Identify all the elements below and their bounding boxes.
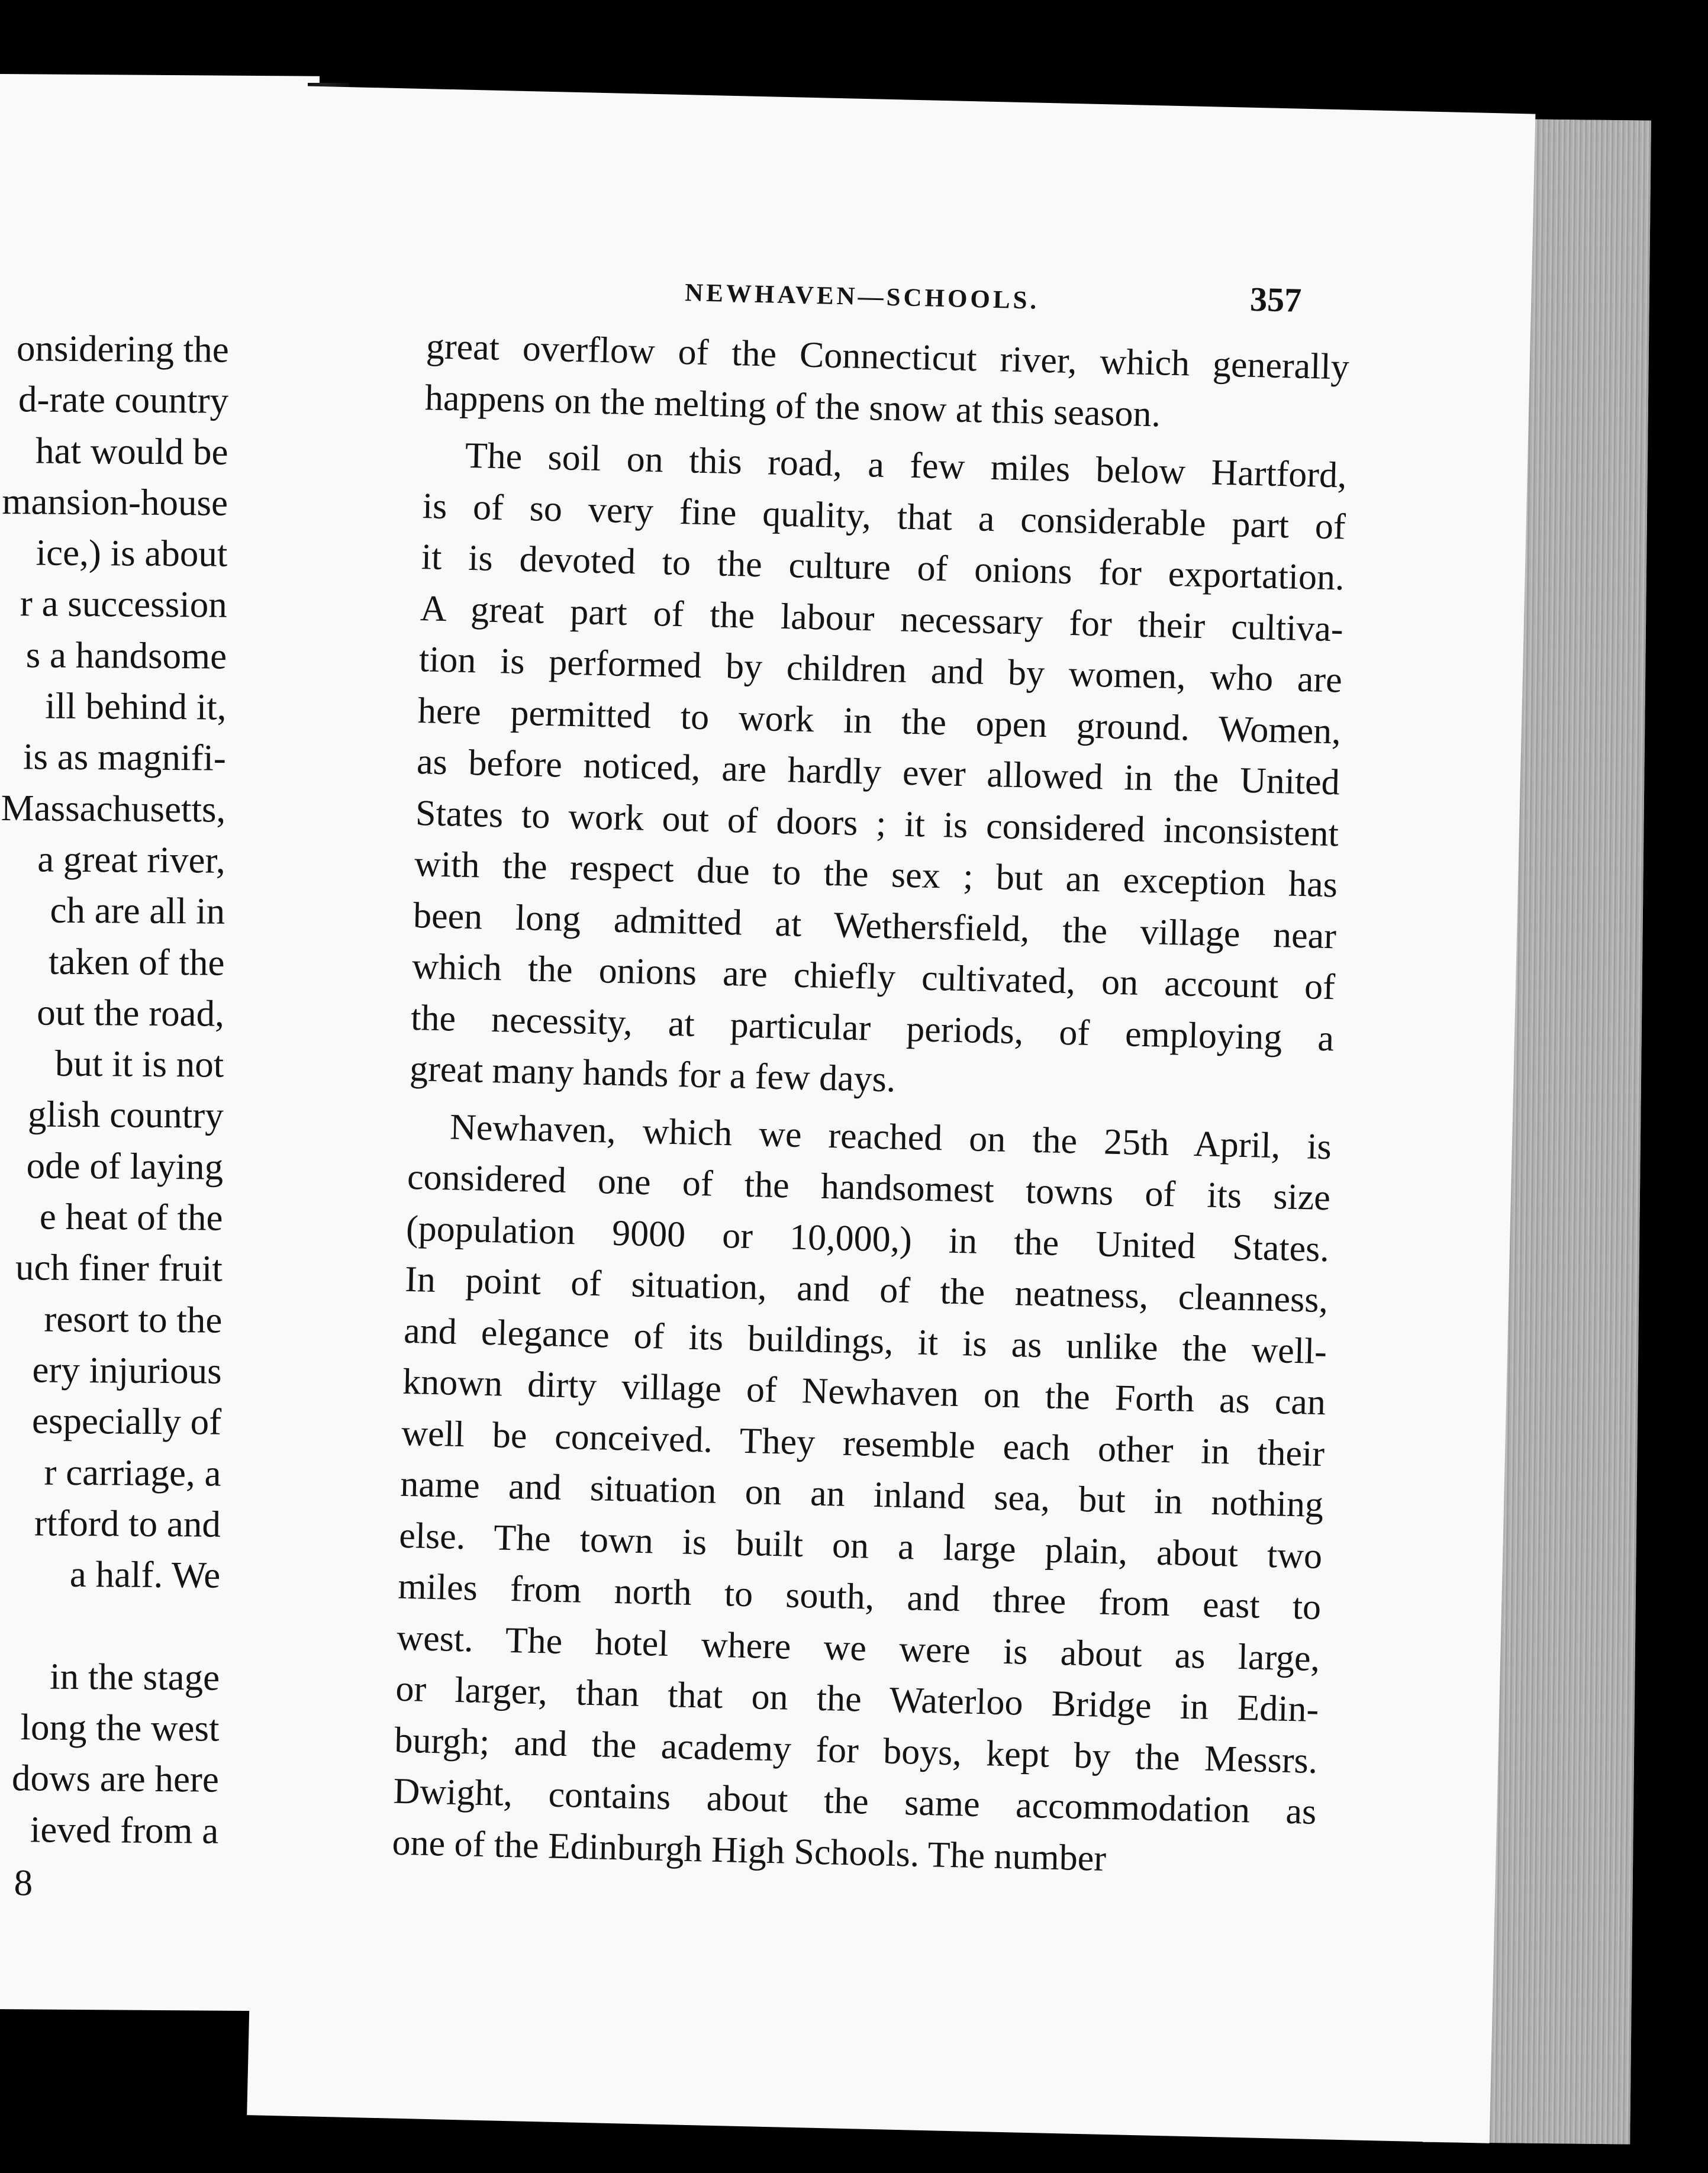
text-line: is of so very fine quality, that a considerable part of (422, 485, 1346, 547)
page-number: 357 (1249, 279, 1302, 320)
text-line: and elegance of its buildings, it is as unlike the well- (403, 1310, 1327, 1372)
left-page-number: 8 (14, 1862, 33, 1904)
text-line: or larger, than that on the Waterloo Bridge in Edin- (395, 1668, 1319, 1730)
left-page-line: r carriage, a (44, 1451, 221, 1494)
text-line: as before noticed, are hardly ever allowed in the United (416, 741, 1340, 803)
left-page-line: ch are all in (50, 889, 225, 932)
left-page-line: taken of the (48, 940, 225, 984)
text-line: The soil on this road, a few miles below Hartford, (465, 435, 1348, 496)
text-line: been long admitted at Wethersfield, the village near (413, 895, 1337, 956)
left-page-line: is as magnifi- (22, 736, 227, 779)
left-page-line: ieved from a (30, 1808, 219, 1852)
left-page-line: dows are here (11, 1757, 220, 1800)
text-line: one of the Edinburgh High Schools. The number (391, 1822, 1107, 1879)
right-page (247, 86, 1535, 2143)
left-page-line: onsidering the (16, 327, 230, 370)
left-page-line: mansion-house (2, 480, 228, 524)
text-line: which the onions are chiefly cultivated, on account of (411, 946, 1336, 1008)
text-line: west. The hotel where we were is about as large, (396, 1617, 1320, 1679)
left-page-line: in the stage (49, 1655, 220, 1698)
text-line: well be conceived. They resemble each other in their (401, 1413, 1325, 1474)
left-page-line: but it is not (54, 1042, 224, 1085)
left-page-line: uch finer fruit (15, 1246, 223, 1290)
text-line: great overflow of the Connecticut river, which generally (426, 326, 1350, 388)
text-line: the necessity, at particular periods, of employing a (410, 997, 1335, 1059)
left-page-line: ice,) is about (36, 531, 228, 575)
left-page-line: ill behind it, (45, 685, 227, 728)
left-page-line: a great river, (37, 838, 225, 881)
left-page-line: long the west (20, 1706, 220, 1749)
text-line: Dwight, contains about the same accommodation as (392, 1771, 1317, 1832)
text-line: with the respect due to the sex ; but an exception has (414, 844, 1338, 905)
left-page-line: e heat of the (39, 1195, 223, 1239)
body-text (392, 321, 1350, 1889)
text-line: tion is performed by children and by women, who are (418, 639, 1343, 701)
text-line: happens on the melting of the snow at this season. (424, 377, 1161, 434)
text-line: miles from north to south, and three from east to (397, 1566, 1322, 1628)
left-page-line: resort to the (44, 1298, 223, 1341)
text-line: else. The town is built on a large plain, about two (398, 1515, 1323, 1576)
left-page-line: especially of (31, 1400, 222, 1443)
running-head: NEWHAVEN—SCHOOLS. (684, 279, 1040, 315)
left-page-line: out the road, (37, 991, 225, 1034)
text-line: States to work out of doors ; it is considered inconsistent (415, 792, 1339, 854)
text-line: (population 9000 or 10,000,) in the United States. (405, 1208, 1330, 1269)
left-page-line: Massachusetts, (1, 786, 226, 830)
text-line: considered one of the handsomest towns of its size (407, 1156, 1331, 1218)
left-page-line: r a succession (20, 582, 227, 626)
left-page-line: hat would be (35, 430, 228, 473)
text-line: In point of situation, and of the neatness, cleanness, (404, 1259, 1329, 1321)
left-page-line: s a handsome (25, 634, 227, 677)
text-line: Newhaven, which we reached on the 25th April, is (449, 1106, 1332, 1167)
left-page-line: rtford to and (34, 1502, 221, 1545)
left-page-line: glish country (27, 1093, 224, 1137)
left-page-text (0, 323, 229, 1856)
text-line: it is devoted to the culture of onions for exportation. (421, 537, 1345, 598)
left-page-line: ery injurious (32, 1349, 222, 1392)
text-line: great many hands for a few days. (409, 1048, 897, 1100)
text-line: A great part of the labour necessary for their cultiva- (420, 588, 1344, 649)
text-line: burgh; and the academy for boys, kept by the Messrs. (394, 1720, 1319, 1781)
text-line: known dirty village of Newhaven on the Forth as can (402, 1361, 1326, 1423)
left-page-line (0, 1599, 220, 1652)
left-page-line: d-rate country (18, 378, 229, 422)
text-line: here permitted to work in the open ground. Women, (417, 690, 1342, 752)
left-page-line: a half. We (69, 1553, 221, 1596)
text-line: name and situation on an inland sea, but in nothing (399, 1463, 1324, 1526)
left-page-line: ode of laying (26, 1144, 224, 1188)
